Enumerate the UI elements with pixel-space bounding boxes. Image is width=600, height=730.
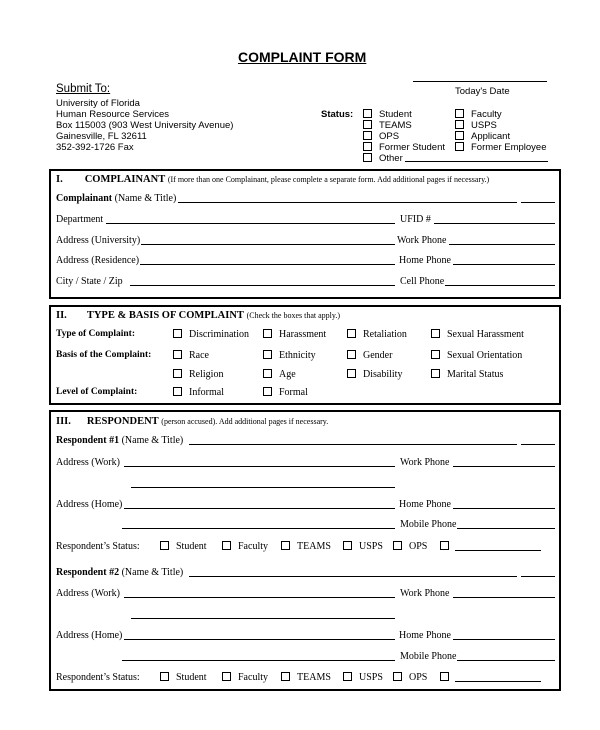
checkbox[interactable] xyxy=(160,672,169,681)
status-option[interactable]: TEAMS xyxy=(281,541,331,552)
checkbox[interactable] xyxy=(393,541,402,550)
home-phone-field[interactable] xyxy=(453,508,555,509)
home-phone-label: Home Phone xyxy=(399,255,451,266)
status-option-other[interactable] xyxy=(440,672,453,683)
basis-option[interactable]: Race xyxy=(173,350,209,361)
checkbox[interactable] xyxy=(431,350,440,359)
basis-option[interactable]: Disability xyxy=(347,369,402,380)
work-phone-field[interactable] xyxy=(453,466,555,467)
status-option[interactable]: TEAMS xyxy=(281,672,331,683)
checkbox[interactable] xyxy=(440,541,449,550)
work-phone-label: Work Phone xyxy=(400,588,450,599)
type-option[interactable]: Retaliation xyxy=(347,329,407,340)
mobile-phone-field[interactable] xyxy=(457,528,555,529)
status-option[interactable]: Former Employee xyxy=(455,142,547,153)
checkbox[interactable] xyxy=(173,369,182,378)
address-home-label: Address (Home) xyxy=(56,630,123,641)
department-label: Department xyxy=(56,214,104,225)
type-option[interactable]: Discrimination xyxy=(173,329,249,340)
complainant-name-field[interactable] xyxy=(178,202,517,203)
address-university-label: Address (University) xyxy=(56,235,141,246)
level-option[interactable]: Formal xyxy=(263,387,308,398)
basis-option[interactable]: Age xyxy=(263,369,296,380)
respondent-2-name-field[interactable] xyxy=(189,576,517,577)
level-option[interactable]: Informal xyxy=(173,387,224,398)
status-option[interactable]: Former Student xyxy=(363,142,445,153)
checkbox[interactable] xyxy=(347,350,356,359)
home-phone-field[interactable] xyxy=(453,264,555,265)
work-phone-field[interactable] xyxy=(449,244,555,245)
checkbox[interactable] xyxy=(173,387,182,396)
checkbox[interactable] xyxy=(222,672,231,681)
complainant-name-field-end[interactable] xyxy=(521,202,555,203)
respondent-status-label: Respondent’s Status: xyxy=(56,672,140,683)
city-state-zip-field[interactable] xyxy=(130,285,395,286)
address-residence-label: Address (Residence) xyxy=(56,255,140,266)
home-phone-label: Home Phone xyxy=(399,630,451,641)
address-work-label: Address (Work) xyxy=(56,457,120,468)
address-work-field-2[interactable] xyxy=(131,487,395,488)
status-option[interactable]: Faculty xyxy=(222,672,268,683)
status-option-other[interactable]: Other xyxy=(363,153,403,164)
checkbox[interactable] xyxy=(263,369,272,378)
checkbox[interactable] xyxy=(431,369,440,378)
checkbox[interactable] xyxy=(263,329,272,338)
respondent-1-label: Respondent #1 (Name & Title) xyxy=(56,435,184,446)
checkbox[interactable] xyxy=(455,142,464,151)
checkbox[interactable] xyxy=(347,369,356,378)
section-complainant xyxy=(49,169,561,299)
address-work-field[interactable] xyxy=(124,597,395,598)
ufid-field[interactable] xyxy=(434,223,555,224)
type-option[interactable]: Harassment xyxy=(263,329,326,340)
checkbox[interactable] xyxy=(363,120,372,129)
checkbox[interactable] xyxy=(173,350,182,359)
status-option[interactable]: OPS xyxy=(393,672,427,683)
respondent-2-label: Respondent #2 (Name & Title) xyxy=(56,567,184,578)
cell-phone-label: Cell Phone xyxy=(400,276,445,287)
address-residence-field[interactable] xyxy=(140,264,395,265)
checkbox[interactable] xyxy=(281,672,290,681)
address-home-field[interactable] xyxy=(124,508,395,509)
section-heading: II. TYPE & BASIS OF COMPLAINT (Check the boxes that apply.) xyxy=(56,310,341,321)
address-home-field[interactable] xyxy=(124,639,395,640)
page-title: COMPLAINT FORM xyxy=(238,49,367,65)
checkbox[interactable] xyxy=(363,109,372,118)
status-option[interactable]: USPS xyxy=(455,120,497,131)
address-home-field-2[interactable] xyxy=(122,528,395,529)
checkbox[interactable] xyxy=(455,109,464,118)
checkbox[interactable] xyxy=(347,329,356,338)
address-university-field[interactable] xyxy=(141,244,395,245)
type-option[interactable]: Sexual Harassment xyxy=(431,329,524,340)
checkbox[interactable] xyxy=(173,329,182,338)
checkbox[interactable] xyxy=(440,672,449,681)
address-work-field[interactable] xyxy=(124,466,395,467)
checkbox[interactable] xyxy=(455,120,464,129)
other-field[interactable] xyxy=(405,161,548,162)
cell-phone-field[interactable] xyxy=(445,285,555,286)
checkbox[interactable] xyxy=(455,131,464,140)
status-option[interactable]: OPS xyxy=(363,131,399,142)
respondent-1-name-field-end[interactable] xyxy=(521,444,555,445)
basis-option[interactable]: Ethnicity xyxy=(263,350,316,361)
type-label: Type of Complaint: xyxy=(56,329,135,339)
mobile-phone-field[interactable] xyxy=(457,660,555,661)
work-phone-label: Work Phone xyxy=(400,457,450,468)
status-option-other[interactable] xyxy=(440,541,453,552)
status-option[interactable]: Student xyxy=(363,109,412,120)
status-option[interactable]: Faculty xyxy=(222,541,268,552)
respondent-1-name-field[interactable] xyxy=(189,444,517,445)
status-option[interactable]: Student xyxy=(160,541,207,552)
status-other-field[interactable] xyxy=(455,681,541,682)
ufid-label: UFID # xyxy=(400,214,431,225)
submit-line: 352-392-1726 Fax xyxy=(56,142,134,153)
work-phone-label: Work Phone xyxy=(397,235,447,246)
address-home-field-2[interactable] xyxy=(122,660,395,661)
checkbox[interactable] xyxy=(363,131,372,140)
section-heading: I. COMPLAINANT (If more than one Complainant, please complete a separate form. Add additional pages if necessary.) xyxy=(56,174,490,185)
status-option[interactable]: Student xyxy=(160,672,207,683)
address-work-field-2[interactable] xyxy=(131,618,395,619)
checkbox[interactable] xyxy=(222,541,231,550)
submit-line: Gainesville, FL 32611 xyxy=(56,131,147,142)
complainant-label: Complainant (Name & Title) xyxy=(56,193,177,204)
status-option[interactable]: USPS xyxy=(343,541,383,552)
respondent-status-label: Respondent’s Status: xyxy=(56,541,140,552)
basis-option[interactable]: Marital Status xyxy=(431,369,503,380)
basis-option[interactable]: Sexual Orientation xyxy=(431,350,522,361)
status-other-field[interactable] xyxy=(455,550,541,551)
address-work-label: Address (Work) xyxy=(56,588,120,599)
mobile-phone-label: Mobile Phone xyxy=(400,519,457,530)
checkbox[interactable] xyxy=(343,672,352,681)
date-label: Today's Date xyxy=(455,86,510,97)
basis-option[interactable]: Religion xyxy=(173,369,223,380)
status-option[interactable]: Faculty xyxy=(455,109,502,120)
checkbox[interactable] xyxy=(160,541,169,550)
address-home-label: Address (Home) xyxy=(56,499,123,510)
basis-option[interactable]: Gender xyxy=(347,350,392,361)
basis-label: Basis of the Complaint: xyxy=(56,350,152,360)
section-heading: III. RESPONDENT (person accused). Add additional pages if necessary. xyxy=(56,416,329,427)
status-option[interactable]: TEAMS xyxy=(363,120,412,131)
checkbox[interactable] xyxy=(363,142,372,151)
status-option[interactable]: Applicant xyxy=(455,131,510,142)
checkbox[interactable] xyxy=(431,329,440,338)
submit-line: Box 115003 (903 West University Avenue) xyxy=(56,120,234,131)
home-phone-field[interactable] xyxy=(453,639,555,640)
work-phone-field[interactable] xyxy=(453,597,555,598)
status-option[interactable]: OPS xyxy=(393,541,427,552)
submit-line: Human Resource Services xyxy=(56,109,169,120)
checkbox[interactable] xyxy=(343,541,352,550)
checkbox[interactable] xyxy=(393,672,402,681)
date-field[interactable] xyxy=(413,81,547,82)
checkbox[interactable] xyxy=(263,350,272,359)
status-option[interactable]: USPS xyxy=(343,672,383,683)
department-field[interactable] xyxy=(106,223,395,224)
checkbox[interactable] xyxy=(281,541,290,550)
city-state-zip-label: City / State / Zip xyxy=(56,276,123,287)
submit-heading: Submit To: xyxy=(56,83,111,95)
submit-line: University of Florida xyxy=(56,98,140,109)
home-phone-label: Home Phone xyxy=(399,499,451,510)
level-label: Level of Complaint: xyxy=(56,387,138,397)
checkbox[interactable] xyxy=(263,387,272,396)
respondent-2-name-field-end[interactable] xyxy=(521,576,555,577)
status-label: Status: xyxy=(321,109,354,120)
checkbox[interactable] xyxy=(363,153,372,162)
mobile-phone-label: Mobile Phone xyxy=(400,651,457,662)
